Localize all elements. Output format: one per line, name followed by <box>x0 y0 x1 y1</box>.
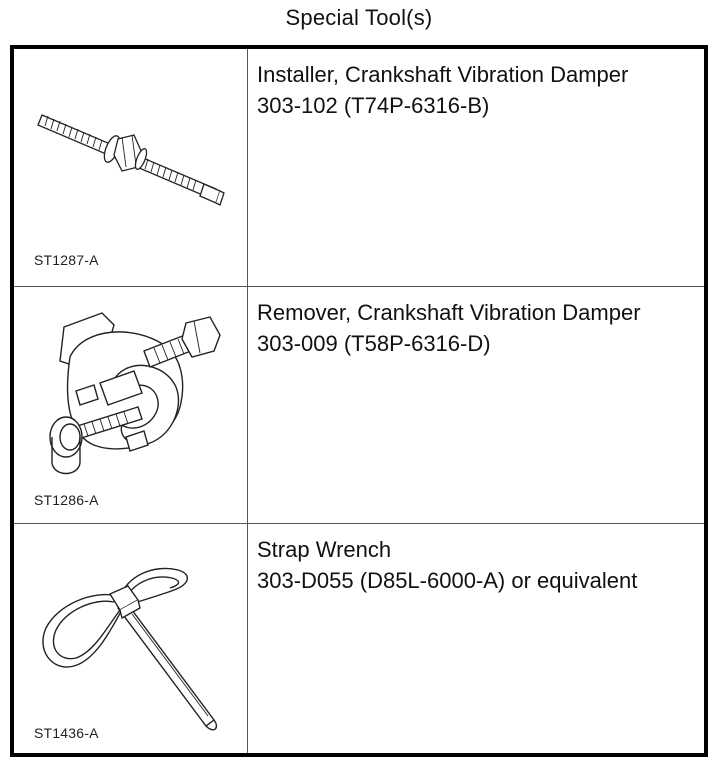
tool-description <box>257 534 700 596</box>
tool-description <box>257 297 700 359</box>
tool-code: ST1287-A <box>34 252 99 268</box>
tool-name: Remover, Crankshaft Vibration Damper <box>257 300 641 325</box>
threaded-rod-installer-icon <box>14 49 248 286</box>
table-row <box>14 523 704 753</box>
table-row <box>14 49 704 286</box>
table-row <box>14 286 704 523</box>
tool-code: ST1436-A <box>34 725 99 741</box>
tool-illustration-cell <box>14 524 248 753</box>
tool-part-number: 303-009 (T58P-6316-D) <box>257 331 491 356</box>
tool-name: Strap Wrench <box>257 537 392 562</box>
damper-puller-icon <box>14 287 248 524</box>
tool-illustration-cell <box>14 287 248 523</box>
tool-illustration-cell <box>14 49 248 286</box>
tool-part-number: 303-102 (T74P-6316-B) <box>257 93 490 118</box>
tool-code: ST1286-A <box>34 492 99 508</box>
tool-description <box>257 59 700 121</box>
tool-part-number: 303-D055 (D85L-6000-A) or equivalent <box>257 568 638 593</box>
special-tools-table <box>10 45 708 757</box>
strap-wrench-icon <box>14 524 248 754</box>
page-title: Special Tool(s) <box>285 5 433 30</box>
tool-name: Installer, Crankshaft Vibration Damper <box>257 62 629 87</box>
